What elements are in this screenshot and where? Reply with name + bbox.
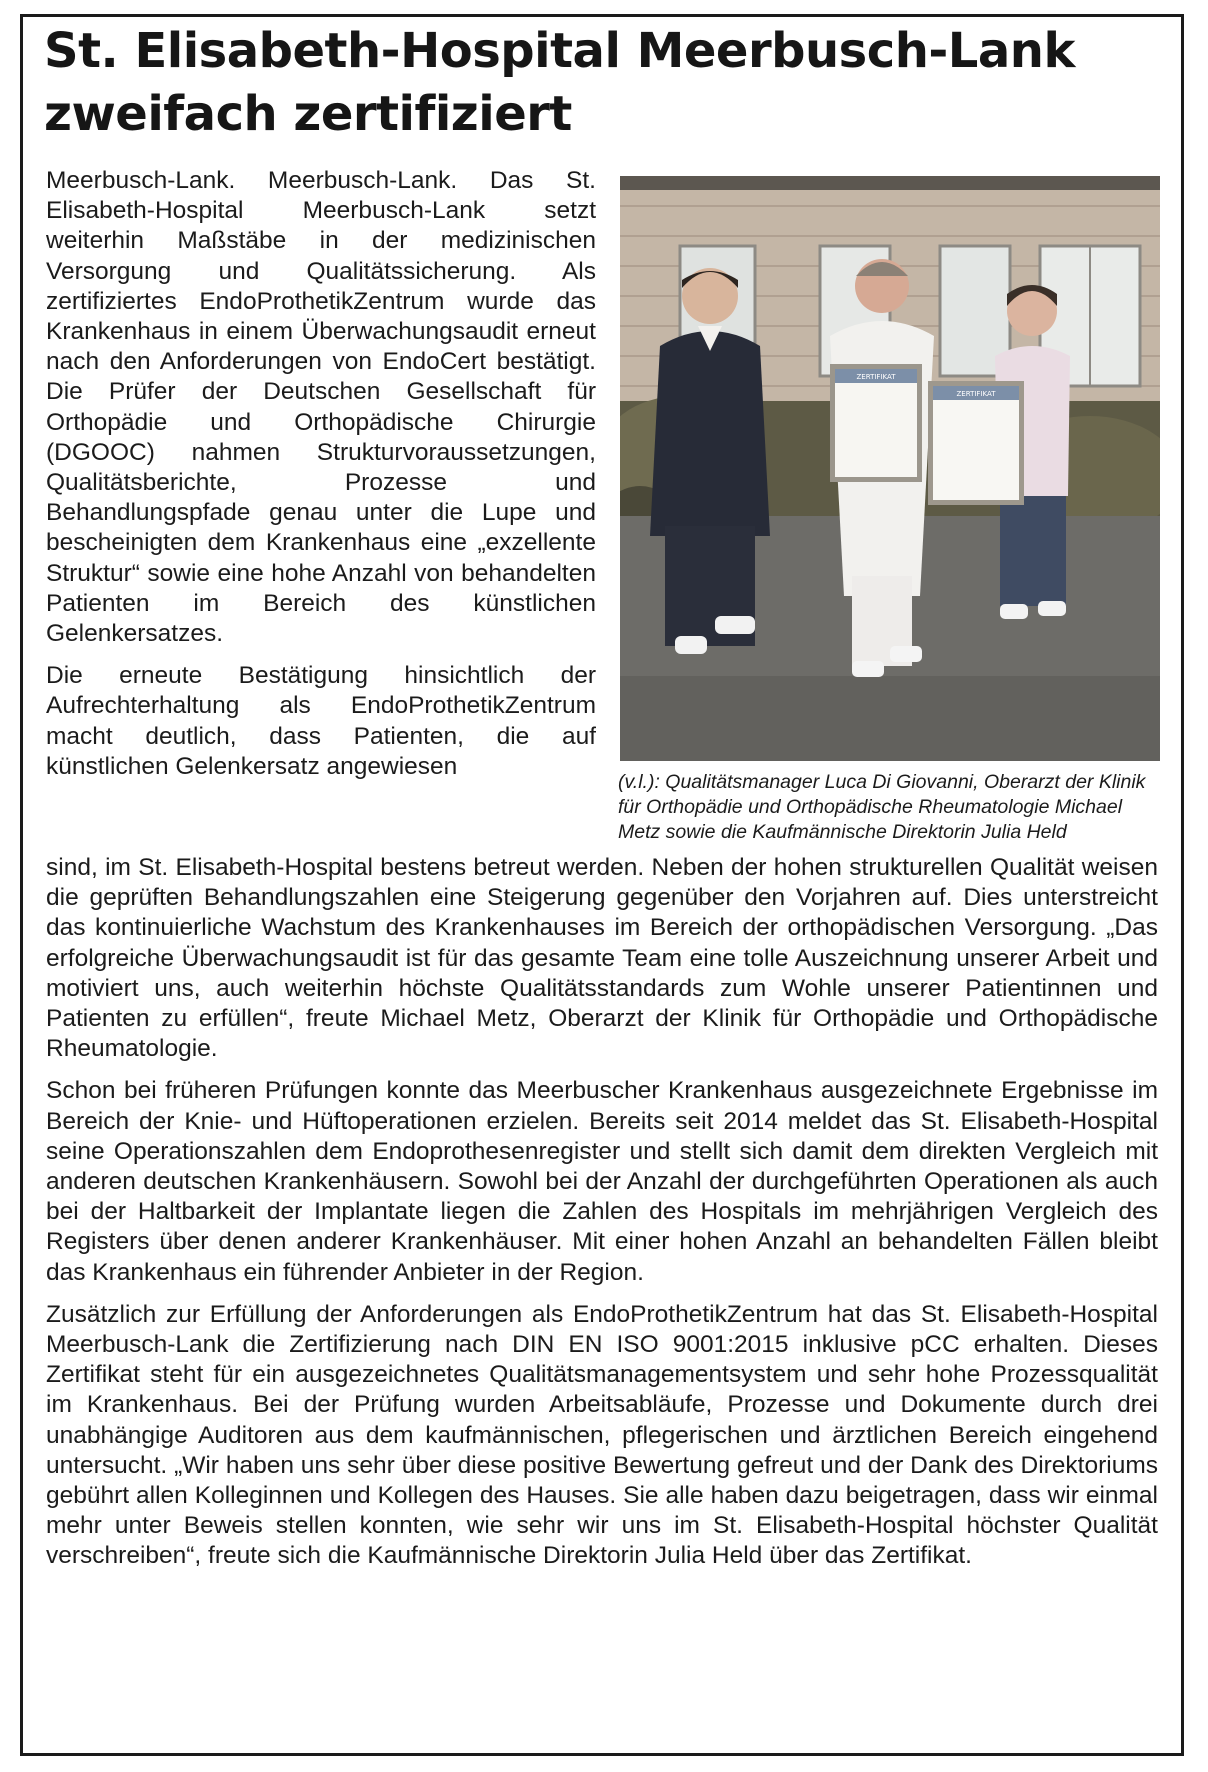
article-column-full bbox=[46, 853, 1158, 1584]
article-headline bbox=[44, 20, 1164, 146]
headline-line-2: zweifach zertifiziert bbox=[44, 86, 572, 142]
headline-line-1: St. Elisabeth-Hospital Meerbusch-Lank bbox=[44, 23, 1075, 79]
paragraph-intro: Meerbusch-Lank. Meerbusch-Lank. Das St. Elisabeth-Hospital Meerbusch-Lank setzt weiterhin Maßstäbe in der medizinischen Versorgung und Qualitätssicherung. Als zertifiziertes EndoProthetikZentrum wurde das Krankenhaus in einem Überwachungsaudit erneut nach den Anforderungen von EndoCert bestätigt. Die Prüfer der Deutschen Gesellschaft für Orthopädie und Orthopädische Chirurgie (DGOOC) nahmen Strukturvoraussetzungen, Qualitätsberichte, Prozesse und Behandlungspfade genau unter die Lupe und bescheinigten dem Krankenhaus eine „exzellente Struktur“ sowie eine hohe Anzahl von behandelten Patienten im Bereich des künstlichen Gelenkersatzes. bbox=[46, 167, 596, 648]
paragraph-iso-certification: Zusätzlich zur Erfüllung der Anforderungen als EndoProthetikZentrum hat das St. Elisabeth-Hospital Meerbusch-Lank die Zertifizierung nach DIN EN ISO 9001:2015 inklusive pCC erhalten. Dieses Zertifikat steht für ein ausgezeichnetes Qualitätsmanagementsystem und sehr hohe Prozessqualität im Krankenhaus. Bei der Prüfung wurden Arbeitsabläufe, Prozesse und Dokumente durch drei unabhängige Auditoren aus dem kaufmännischen, pflegerischen und ärztlichen Bereich eingehend untersucht. „Wir haben uns sehr über diese positive Bewertung gefreut und der Dank des Direktoriums gebührt allen Kolleginnen und Kollegen des Hauses. Sie alle haben dazu beigetragen, dass wir einmal mehr unter Beweis stellen konnten, wie sehr wir uns im St. Elisabeth-Hospital höchster Qualität verschreiben“, freute sich die Kaufmännische Direktorin Julia Held über das Zertifikat. bbox=[46, 1300, 1158, 1570]
photo-caption: (v.l.): Qualitätsmanager Luca Di Giovanni, Oberarzt der Klinik für Orthopädie und Orthopädische Rheumatologie Michael Metz sowie die Kaufmännische Direktorin Julia Held bbox=[618, 771, 1146, 843]
paragraph-confirmation: Die erneute Bestätigung hinsichtlich der Aufrechterhaltung als EndoProthetikZentrum macht deutlich, dass Patienten, die auf künstlichen Gelenkersatz angewiesen bbox=[46, 662, 596, 780]
certificate-2-label: ZERTIFIKAT bbox=[956, 390, 996, 398]
article-photo bbox=[620, 176, 1160, 761]
paragraph-earlier-audits: Schon bei früheren Prüfungen konnte das Meerbuscher Krankenhaus ausgezeichnete Ergebnisse im Bereich der Knie- und Hüftoperationen erzielen. Bereits seit 2014 meldet das St. Elisabeth-Hospital seine Operationszahlen dem Endoprothesenregister und stellt sich damit dem direkten Vergleich mit anderen deutschen Krankenhäusern. Sowohl bei der Anzahl der durchgeführten Operationen als auch bei der Haltbarkeit der Implantate liegen die Zahlen des Hospitals im mehrjährigen Vergleich des Registers über denen anderer Krankenhäuser. Mit einer hohen Anzahl an behandelten Fällen bleibt das Krankenhaus ein führender Anbieter in der Region. bbox=[46, 1077, 1158, 1286]
paragraph-continuation: sind, im St. Elisabeth-Hospital bestens betreut werden. Neben der hohen strukturellen Qualität weisen die geprüften Behandlungszahlen eine Steigerung gegenüber den Vorjahren auf. Dies unterstreicht das kontinuierliche Wachstum des Krankenhauses im Bereich der orthopädischen Versorgung. „Das erfolgreiche Überwachungsaudit ist für das gesamte Team eine tolle Auszeichnung unserer Arbeit und motiviert uns, auch weiterhin höchste Qualitätsstandards zum Wohle unserer Patientinnen und Patienten zu erfüllen“, freute Michael Metz, Oberarzt der Klinik für Orthopädie und Orthopädische Rheumatologie. bbox=[46, 854, 1158, 1063]
article-column-left bbox=[46, 166, 596, 852]
certificate-1-label: ZERTIFIKAT bbox=[856, 373, 896, 381]
